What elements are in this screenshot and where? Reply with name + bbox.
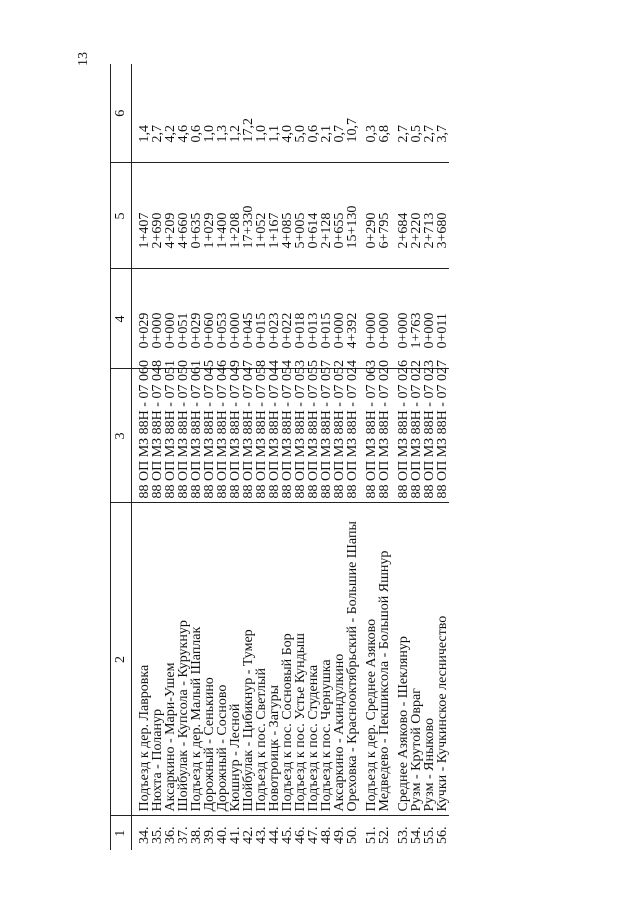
road-name: Шойбулак - Купсола - Курукнур [177, 503, 190, 816]
end-km: 4+085 [281, 163, 294, 269]
end-km: 0+290 [365, 163, 378, 269]
table-row [436, 64, 449, 850]
road-id: 88 ОП МЗ 88Н - 07 026 [397, 369, 410, 503]
start-km: 4+392 [346, 269, 359, 369]
row-number: 42. [241, 826, 256, 844]
row-number: 51. [364, 826, 379, 844]
row-number: 46. [293, 826, 308, 844]
length-km: 0,3 [365, 64, 378, 163]
length-km: 2,7 [423, 64, 436, 163]
start-km: 0+015 [255, 269, 268, 369]
length-km: 5,0 [294, 64, 307, 163]
start-km: 0+000 [397, 269, 410, 369]
road-id: 88 ОП МЗ 88Н - 07 044 [268, 369, 281, 503]
end-km: 2+220 [410, 163, 423, 269]
row-number: 41. [228, 826, 243, 844]
column-header: 4 [111, 269, 132, 369]
length-km: 1,0 [203, 64, 216, 163]
road-name: Рузм - Крутой Овраг [410, 503, 423, 816]
start-km: 0+011 [436, 269, 449, 369]
start-km: 0+023 [268, 269, 281, 369]
road-id: 88 ОП МЗ 88Н - 07 045 [203, 369, 216, 503]
road-id: 88 ОП МЗ 88Н - 07 052 [333, 369, 346, 503]
column-header: 3 [111, 369, 132, 503]
length-km: 0,5 [410, 64, 423, 163]
end-km: 0+614 [307, 163, 320, 269]
start-km: 0+045 [242, 269, 255, 369]
row-number: 50. [345, 826, 360, 844]
road-name: Нюхта - Поланур [151, 503, 164, 816]
end-km: 5+005 [294, 163, 307, 269]
start-km: 0+015 [320, 269, 333, 369]
end-km: 1+400 [216, 163, 229, 269]
end-km: 2+128 [320, 163, 333, 269]
column-header: 6 [111, 64, 132, 163]
start-km: 0+000 [164, 269, 177, 369]
road-id: 88 ОП МЗ 88Н - 07 054 [281, 369, 294, 503]
length-km: 3,7 [436, 64, 449, 163]
road-id: 88 ОП МЗ 88Н - 07 022 [410, 369, 423, 503]
row-number: 52. [377, 826, 392, 844]
road-name: Дорожный - Сосново [216, 503, 229, 816]
row-number: 45. [280, 826, 295, 844]
row-number: 39. [202, 826, 217, 844]
row-number: 53. [396, 826, 411, 844]
end-km: 15+130 [346, 163, 359, 269]
road-name: Подъезд к пос. Светлый [255, 503, 268, 816]
end-km: 17+330 [242, 163, 255, 269]
end-km: 1+208 [229, 163, 242, 269]
end-km: 0+655 [333, 163, 346, 269]
road-name: Среднее Азяково - Шеклянур [397, 503, 410, 816]
row-number: 44. [267, 826, 282, 844]
road-id: 88 ОП МЗ 88Н - 07 023 [423, 369, 436, 503]
end-km: 2+713 [423, 163, 436, 269]
table-row [346, 64, 359, 850]
road-name: Аксаркино - Мари-Ушем [164, 503, 177, 816]
length-km: 2,7 [151, 64, 164, 163]
length-km: 6,8 [378, 64, 391, 163]
road-name: Кюшнур - Лесной [229, 503, 242, 816]
table-body [132, 64, 450, 850]
road-id: 88 ОП МЗ 88Н - 07 057 [320, 369, 333, 503]
row-number: 48. [319, 826, 334, 844]
length-km: 0,6 [307, 64, 320, 163]
start-km: 0+000 [151, 269, 164, 369]
road-name: Медведево - Пекшиксола - Большой Яшнур [378, 503, 391, 816]
road-id: 88 ОП МЗ 88Н - 07 051 [164, 369, 177, 503]
road-id: 88 ОП МЗ 88Н - 07 063 [365, 369, 378, 503]
row-number: 56. [435, 826, 450, 844]
start-km: 1+763 [410, 269, 423, 369]
road-name: Дорожный - Сенькино [203, 503, 216, 816]
column-header: 2 [111, 503, 132, 816]
roads-table [110, 64, 449, 850]
row-number: 34. [137, 826, 152, 844]
end-km: 1+407 [138, 163, 151, 269]
start-km: 0+029 [190, 269, 203, 369]
row-number: 37. [176, 826, 191, 844]
page-number: 13 [76, 52, 91, 66]
start-km: 0+013 [307, 269, 320, 369]
length-km: 4,2 [164, 64, 177, 163]
end-km: 0+635 [190, 163, 203, 269]
road-id: 88 ОП МЗ 88Н - 07 024 [346, 369, 359, 503]
length-km: 0,6 [190, 64, 203, 163]
start-km: 0+029 [138, 269, 151, 369]
road-id: 88 ОП МЗ 88Н - 07 047 [242, 369, 255, 503]
road-name: Подъезд к пос. Сосновый Бор [281, 503, 294, 816]
road-id: 88 ОП МЗ 88Н - 07 055 [307, 369, 320, 503]
road-name: Подъезд к пос. Устье Кундыш [294, 503, 307, 816]
row-number: 55. [422, 826, 437, 844]
row-number: 43. [254, 826, 269, 844]
length-km: 1,3 [216, 64, 229, 163]
row-number: 40. [215, 826, 230, 844]
road-name: Подъезд к пос. Чернушка [320, 503, 333, 816]
road-id: 88 ОП МЗ 88Н - 07 058 [255, 369, 268, 503]
road-name: Шойбулак - Цибикнур - Тумер [242, 503, 255, 816]
end-km: 1+052 [255, 163, 268, 269]
start-km: 0+000 [365, 269, 378, 369]
rotated-table-container [110, 64, 600, 850]
road-name: Кучки - Кучкинское лесничество [436, 503, 449, 816]
road-name: Новотроицк - Загуры [268, 503, 281, 816]
start-km: 0+022 [281, 269, 294, 369]
column-header: 5 [111, 163, 132, 269]
row-number: 38. [189, 826, 204, 844]
road-name: Подъезд к дер. Среднее Азяково [365, 503, 378, 816]
end-km: 3+680 [436, 163, 449, 269]
end-km: 6+795 [378, 163, 391, 269]
length-km: 10,7 [346, 64, 359, 163]
road-id: 88 ОП МЗ 88Н - 07 050 [177, 369, 190, 503]
start-km: 0+000 [229, 269, 242, 369]
length-km: 17,2 [242, 64, 255, 163]
length-km: 2,7 [397, 64, 410, 163]
road-name: Аксаркино - Акиндулкино [333, 503, 346, 816]
length-km: 1,0 [255, 64, 268, 163]
start-km: 0+000 [333, 269, 346, 369]
road-id: 88 ОП МЗ 88Н - 07 048 [151, 369, 164, 503]
road-id: 88 ОП МЗ 88Н - 07 049 [229, 369, 242, 503]
start-km: 0+053 [216, 269, 229, 369]
table-row [378, 64, 391, 850]
road-name: Подъезд к дер. Лавровка [138, 503, 151, 816]
row-number: 54. [409, 826, 424, 844]
length-km: 1,1 [268, 64, 281, 163]
end-km: 1+029 [203, 163, 216, 269]
start-km: 0+051 [177, 269, 190, 369]
end-km: 4+209 [164, 163, 177, 269]
length-km: 2,1 [320, 64, 333, 163]
length-km: 1,2 [229, 64, 242, 163]
start-km: 0+000 [378, 269, 391, 369]
length-km: 4,6 [177, 64, 190, 163]
length-km: 0,7 [333, 64, 346, 163]
start-km: 0+000 [423, 269, 436, 369]
length-km: 1,4 [138, 64, 151, 163]
road-name: Подъезд к дер. Малый Шаплак [190, 503, 203, 816]
road-id: 88 ОП МЗ 88Н - 07 061 [190, 369, 203, 503]
road-id: 88 ОП МЗ 88Н - 07 020 [378, 369, 391, 503]
road-id: 88 ОП МЗ 88Н - 07 053 [294, 369, 307, 503]
end-km: 4+660 [177, 163, 190, 269]
start-km: 0+060 [203, 269, 216, 369]
row-number: 49. [332, 826, 347, 844]
row-number: 47. [306, 826, 321, 844]
road-id: 88 ОП МЗ 88Н - 07 046 [216, 369, 229, 503]
end-km: 2+684 [397, 163, 410, 269]
start-km: 0+018 [294, 269, 307, 369]
length-km: 4,0 [281, 64, 294, 163]
end-km: 1+167 [268, 163, 281, 269]
road-name: Подъезд к пос. Студенка [307, 503, 320, 816]
road-id: 88 ОП МЗ 88Н - 07 027 [436, 369, 449, 503]
header-row [111, 64, 132, 850]
road-name: Ореховка - Краснооктябрьский - Большие Шапы [346, 503, 359, 816]
column-header: 1 [111, 816, 132, 850]
row-number: 36. [163, 826, 178, 844]
road-name: Рузм - Яныково [423, 503, 436, 816]
row-number: 35. [150, 826, 165, 844]
road-id: 88 ОП МЗ 88Н - 07 060 [138, 369, 151, 503]
end-km: 2+690 [151, 163, 164, 269]
